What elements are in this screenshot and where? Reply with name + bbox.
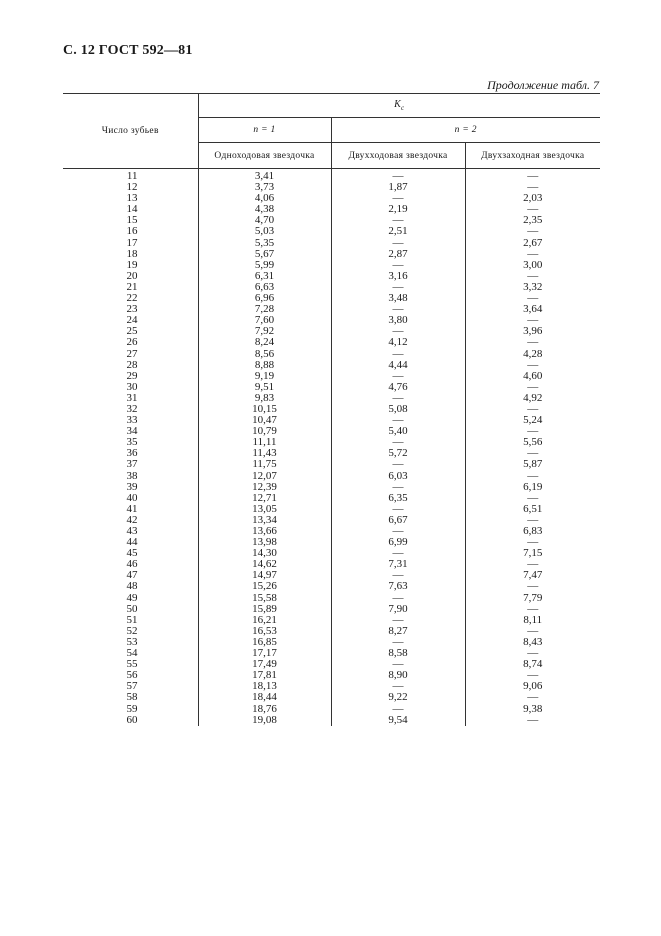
cell-single-pass: 11,11 — [198, 437, 331, 448]
cell-teeth: 36 — [126, 447, 138, 460]
cell-two-start: — — [465, 293, 600, 304]
table-row — [63, 426, 600, 437]
cell-double-pass: 5,72 — [331, 448, 465, 459]
cell-two-start: 8,74 — [465, 659, 600, 670]
table-row — [63, 704, 600, 715]
kc-subscript: c — [401, 104, 405, 112]
cell-single-pass: 11,43 — [198, 448, 331, 459]
cell-single-pass: 4,70 — [198, 215, 331, 226]
cell-single-pass: 5,03 — [198, 226, 331, 237]
cell-teeth: 49 — [126, 591, 138, 604]
table-continuation-note: Продолжение табл. 7 — [487, 78, 599, 92]
cell-double-pass: 1,87 — [331, 182, 465, 193]
table-row — [63, 615, 600, 626]
cell-two-start: — — [465, 515, 600, 526]
cell-double-pass: — — [331, 349, 465, 360]
cell-double-pass: 9,22 — [331, 692, 465, 703]
cell-double-pass: 6,35 — [331, 493, 465, 504]
cell-teeth: 53 — [126, 635, 138, 648]
table-row — [63, 570, 600, 581]
cell-double-pass: 2,51 — [331, 226, 465, 237]
table-row — [63, 271, 600, 282]
cell-teeth: 43 — [126, 525, 138, 537]
cell-two-start: 6,19 — [465, 482, 600, 493]
cell-teeth: 42 — [126, 513, 138, 526]
table-row — [63, 326, 600, 337]
cell-teeth: 25 — [126, 325, 138, 338]
table-body — [63, 169, 600, 726]
table-row — [63, 537, 600, 548]
cell-teeth: 26 — [126, 336, 138, 349]
table-row — [63, 226, 600, 237]
cell-two-start: — — [465, 426, 600, 437]
cell-teeth: 15 — [126, 214, 138, 227]
table-row — [63, 559, 600, 570]
cell-two-start: 3,32 — [465, 282, 600, 293]
cell-teeth: 30 — [126, 380, 138, 393]
table-row — [63, 360, 600, 371]
cell-two-start: — — [465, 271, 600, 282]
cell-double-pass: — — [331, 570, 465, 581]
cell-teeth: 12 — [126, 181, 138, 194]
cell-double-pass: — — [331, 371, 465, 382]
cell-two-start: — — [465, 204, 600, 215]
cell-double-pass: 3,48 — [331, 293, 465, 304]
cell-double-pass: — — [331, 548, 465, 559]
cell-single-pass: 5,35 — [198, 238, 331, 249]
cell-teeth: 47 — [126, 569, 138, 582]
cell-teeth: 58 — [126, 691, 138, 704]
cell-two-start: — — [465, 581, 600, 592]
cell-double-pass: — — [331, 681, 465, 692]
table-row — [63, 448, 600, 459]
cell-double-pass: 7,63 — [331, 581, 465, 592]
cell-two-start: — — [465, 360, 600, 371]
cell-teeth: 13 — [126, 192, 138, 205]
cell-two-start: — — [465, 670, 600, 681]
cell-two-start: 8,11 — [465, 615, 600, 626]
table-row — [63, 204, 600, 215]
cell-single-pass: 15,89 — [198, 604, 331, 615]
cell-single-pass: 17,49 — [198, 659, 331, 670]
cell-single-pass: 7,60 — [198, 315, 331, 326]
cell-two-start: 5,87 — [465, 459, 600, 470]
cell-two-start: 6,51 — [465, 504, 600, 515]
cell-two-start: — — [465, 493, 600, 504]
table-row — [63, 692, 600, 703]
cell-two-start: — — [465, 404, 600, 415]
cell-teeth: 55 — [126, 658, 138, 671]
cell-double-pass: — — [331, 437, 465, 448]
cell-two-start: 5,56 — [465, 437, 600, 448]
cell-teeth: 37 — [126, 458, 138, 471]
cell-teeth: 50 — [126, 602, 138, 615]
table-row — [63, 215, 600, 226]
cell-two-start: — — [465, 692, 600, 703]
table-row — [63, 581, 600, 592]
cell-two-start: 2,67 — [465, 238, 600, 249]
cell-double-pass: — — [331, 193, 465, 204]
kc-symbol: K — [394, 99, 402, 110]
cell-two-start: 3,64 — [465, 304, 600, 315]
table-row — [63, 471, 600, 482]
table-row — [63, 437, 600, 448]
cell-single-pass: 16,85 — [198, 637, 331, 648]
cell-double-pass: 7,31 — [331, 559, 465, 570]
cell-teeth: 57 — [126, 680, 138, 693]
cell-two-start: — — [465, 715, 600, 726]
cell-teeth: 18 — [126, 247, 138, 260]
header-two-start-sprocket: Двухзаходная звездочка — [465, 143, 600, 169]
cell-two-start: — — [465, 537, 600, 548]
cell-double-pass: — — [331, 482, 465, 493]
cell-double-pass: — — [331, 704, 465, 715]
cell-two-start: 3,96 — [465, 326, 600, 337]
table-row — [63, 293, 600, 304]
cell-single-pass: 13,05 — [198, 504, 331, 515]
cell-single-pass: 8,24 — [198, 337, 331, 348]
cell-two-start: 4,60 — [465, 371, 600, 382]
cell-single-pass: 8,56 — [198, 349, 331, 360]
cell-teeth: 32 — [126, 402, 138, 415]
cell-single-pass: 10,15 — [198, 404, 331, 415]
cell-double-pass: 8,27 — [331, 626, 465, 637]
table-row — [63, 393, 600, 404]
header-kc — [198, 94, 600, 118]
cell-double-pass: — — [331, 459, 465, 470]
cell-single-pass: 18,44 — [198, 692, 331, 703]
cell-two-start: — — [465, 226, 600, 237]
cell-double-pass: — — [331, 393, 465, 404]
cell-single-pass: 17,81 — [198, 670, 331, 681]
cell-single-pass: 5,67 — [198, 249, 331, 260]
table-row — [63, 238, 600, 249]
cell-double-pass: — — [331, 615, 465, 626]
cell-double-pass: 2,87 — [331, 249, 465, 260]
cell-teeth: 29 — [126, 369, 138, 382]
table-row — [63, 593, 600, 604]
table-row — [63, 493, 600, 504]
cell-double-pass: 4,76 — [331, 382, 465, 393]
cell-single-pass: 7,92 — [198, 326, 331, 337]
cell-teeth: 39 — [126, 480, 138, 493]
cell-teeth: 56 — [126, 669, 138, 682]
table-row — [63, 715, 600, 726]
cell-teeth: 16 — [126, 225, 138, 238]
cell-teeth: 38 — [126, 469, 138, 482]
table-row — [63, 604, 600, 615]
cell-two-start: 4,28 — [465, 349, 600, 360]
cell-double-pass: 8,90 — [331, 670, 465, 681]
table-row — [63, 482, 600, 493]
cell-teeth: 48 — [126, 580, 138, 593]
table-row — [63, 404, 600, 415]
cell-double-pass: 3,16 — [331, 271, 465, 282]
cell-single-pass: 6,63 — [198, 282, 331, 293]
cell-two-start: 7,15 — [465, 548, 600, 559]
cell-two-start: 5,24 — [465, 415, 600, 426]
cell-double-pass: — — [331, 415, 465, 426]
table-row — [63, 260, 600, 271]
cell-two-start: — — [465, 626, 600, 637]
cell-two-start: 2,35 — [465, 215, 600, 226]
cell-single-pass: 5,99 — [198, 260, 331, 271]
cell-teeth: 28 — [126, 358, 138, 371]
table-row — [63, 349, 600, 360]
cell-teeth: 60 — [126, 713, 138, 726]
cell-two-start: 7,47 — [465, 570, 600, 581]
cell-two-start: 4,92 — [465, 393, 600, 404]
cell-double-pass: — — [331, 504, 465, 515]
table-row — [63, 304, 600, 315]
cell-double-pass: 4,12 — [331, 337, 465, 348]
cell-teeth: 14 — [126, 203, 138, 216]
cell-single-pass: 13,98 — [198, 537, 331, 548]
cell-teeth: 17 — [126, 236, 138, 249]
table-row — [63, 526, 600, 537]
cell-single-pass: 13,66 — [198, 526, 331, 537]
cell-double-pass: 6,03 — [331, 471, 465, 482]
cell-single-pass: 17,17 — [198, 648, 331, 659]
table-row — [63, 382, 600, 393]
cell-teeth: 41 — [126, 502, 138, 515]
cell-two-start: — — [465, 249, 600, 260]
cell-teeth: 35 — [126, 436, 138, 449]
cell-two-start: 6,83 — [465, 526, 600, 537]
cell-double-pass: 8,58 — [331, 648, 465, 659]
header-double-pass-sprocket: Двухходовая звездочка — [331, 143, 465, 169]
table-row — [63, 626, 600, 637]
cell-two-start: — — [465, 448, 600, 459]
table-row — [63, 193, 600, 204]
cell-two-start: — — [465, 648, 600, 659]
cell-single-pass: 14,97 — [198, 570, 331, 581]
cell-single-pass: 4,38 — [198, 204, 331, 215]
table-row — [63, 670, 600, 681]
page-header: С. 12 ГОСТ 592—81 — [63, 43, 193, 58]
cell-single-pass: 14,30 — [198, 548, 331, 559]
cell-two-start: — — [465, 337, 600, 348]
table-row — [63, 548, 600, 559]
cell-double-pass: — — [331, 526, 465, 537]
cell-double-pass: 6,99 — [331, 537, 465, 548]
cell-double-pass: — — [331, 637, 465, 648]
table-row — [63, 249, 600, 260]
sprocket-coefficient-table — [63, 93, 600, 726]
cell-double-pass: 9,54 — [331, 715, 465, 726]
cell-single-pass: 6,96 — [198, 293, 331, 304]
cell-single-pass: 12,71 — [198, 493, 331, 504]
cell-two-start: 8,43 — [465, 637, 600, 648]
header-single-pass-sprocket: Одноходовая звездочка — [198, 143, 331, 169]
cell-double-pass: 4,44 — [331, 360, 465, 371]
cell-single-pass: 10,79 — [198, 426, 331, 437]
table-row — [63, 681, 600, 692]
cell-two-start: — — [465, 604, 600, 615]
cell-teeth: 33 — [126, 414, 138, 427]
cell-single-pass: 10,47 — [198, 415, 331, 426]
cell-two-start: — — [465, 559, 600, 570]
cell-teeth: 31 — [126, 391, 138, 404]
cell-double-pass: 3,80 — [331, 315, 465, 326]
cell-double-pass: — — [331, 304, 465, 315]
cell-single-pass: 18,13 — [198, 681, 331, 692]
cell-double-pass: — — [331, 238, 465, 249]
cell-two-start: — — [465, 382, 600, 393]
cell-teeth: 22 — [126, 292, 138, 305]
cell-two-start: — — [465, 169, 600, 183]
cell-double-pass: 2,19 — [331, 204, 465, 215]
cell-teeth: 44 — [126, 536, 138, 549]
cell-single-pass: 19,08 — [198, 715, 331, 726]
cell-two-start: — — [465, 182, 600, 193]
cell-double-pass: — — [331, 659, 465, 670]
cell-double-pass: — — [331, 282, 465, 293]
header-teeth-count: Число зубьев — [63, 94, 198, 169]
cell-teeth: 24 — [126, 314, 138, 327]
cell-teeth: 20 — [126, 269, 138, 282]
cell-single-pass: 3,73 — [198, 182, 331, 193]
cell-double-pass: 5,08 — [331, 404, 465, 415]
cell-single-pass: 8,88 — [198, 360, 331, 371]
cell-single-pass: 9,19 — [198, 371, 331, 382]
cell-teeth: 19 — [126, 258, 138, 271]
cell-two-start: — — [465, 315, 600, 326]
cell-double-pass: 6,67 — [331, 515, 465, 526]
cell-single-pass: 4,06 — [198, 193, 331, 204]
cell-teeth: 11 — [126, 170, 138, 182]
cell-teeth: 34 — [126, 425, 138, 438]
cell-single-pass: 9,51 — [198, 382, 331, 393]
table-row — [63, 282, 600, 293]
cell-single-pass: 3,41 — [198, 169, 331, 183]
cell-single-pass: 16,21 — [198, 615, 331, 626]
cell-teeth: 40 — [126, 491, 138, 504]
table-row — [63, 415, 600, 426]
cell-single-pass: 18,76 — [198, 704, 331, 715]
cell-teeth: 52 — [126, 624, 138, 637]
header-n2: n = 2 — [331, 118, 600, 143]
cell-teeth: 27 — [126, 347, 138, 360]
cell-single-pass: 6,31 — [198, 271, 331, 282]
cell-single-pass: 11,75 — [198, 459, 331, 470]
table-row — [63, 337, 600, 348]
table-row — [63, 169, 600, 183]
table-row — [63, 637, 600, 648]
table-row — [63, 459, 600, 470]
cell-teeth: 51 — [126, 613, 138, 626]
cell-double-pass: — — [331, 260, 465, 271]
cell-single-pass: 15,58 — [198, 593, 331, 604]
cell-two-start: — — [465, 471, 600, 482]
cell-double-pass: 7,90 — [331, 604, 465, 615]
cell-single-pass: 12,39 — [198, 482, 331, 493]
cell-teeth: 23 — [126, 303, 138, 316]
cell-two-start: 9,06 — [465, 681, 600, 692]
table-row — [63, 182, 600, 193]
cell-double-pass: — — [331, 326, 465, 337]
cell-teeth: 21 — [126, 280, 138, 293]
cell-double-pass: 5,40 — [331, 426, 465, 437]
table-row — [63, 659, 600, 670]
cell-two-start: 3,00 — [465, 260, 600, 271]
cell-two-start: 7,79 — [465, 593, 600, 604]
cell-double-pass: — — [331, 215, 465, 226]
table-row — [63, 504, 600, 515]
cell-single-pass: 13,34 — [198, 515, 331, 526]
cell-teeth: 45 — [126, 547, 138, 560]
table-row — [63, 648, 600, 659]
cell-two-start: 2,03 — [465, 193, 600, 204]
cell-two-start: 9,38 — [465, 704, 600, 715]
cell-single-pass: 12,07 — [198, 471, 331, 482]
cell-double-pass: — — [331, 593, 465, 604]
header-n1: n = 1 — [198, 118, 331, 143]
cell-single-pass: 7,28 — [198, 304, 331, 315]
cell-single-pass: 14,62 — [198, 559, 331, 570]
cell-single-pass: 9,83 — [198, 393, 331, 404]
table-row — [63, 515, 600, 526]
cell-teeth: 59 — [126, 702, 138, 715]
cell-single-pass: 16,53 — [198, 626, 331, 637]
cell-double-pass: — — [331, 169, 465, 183]
cell-teeth: 54 — [126, 647, 138, 660]
cell-single-pass: 15,26 — [198, 581, 331, 592]
table-row — [63, 315, 600, 326]
table-row — [63, 371, 600, 382]
cell-teeth: 46 — [126, 558, 138, 571]
